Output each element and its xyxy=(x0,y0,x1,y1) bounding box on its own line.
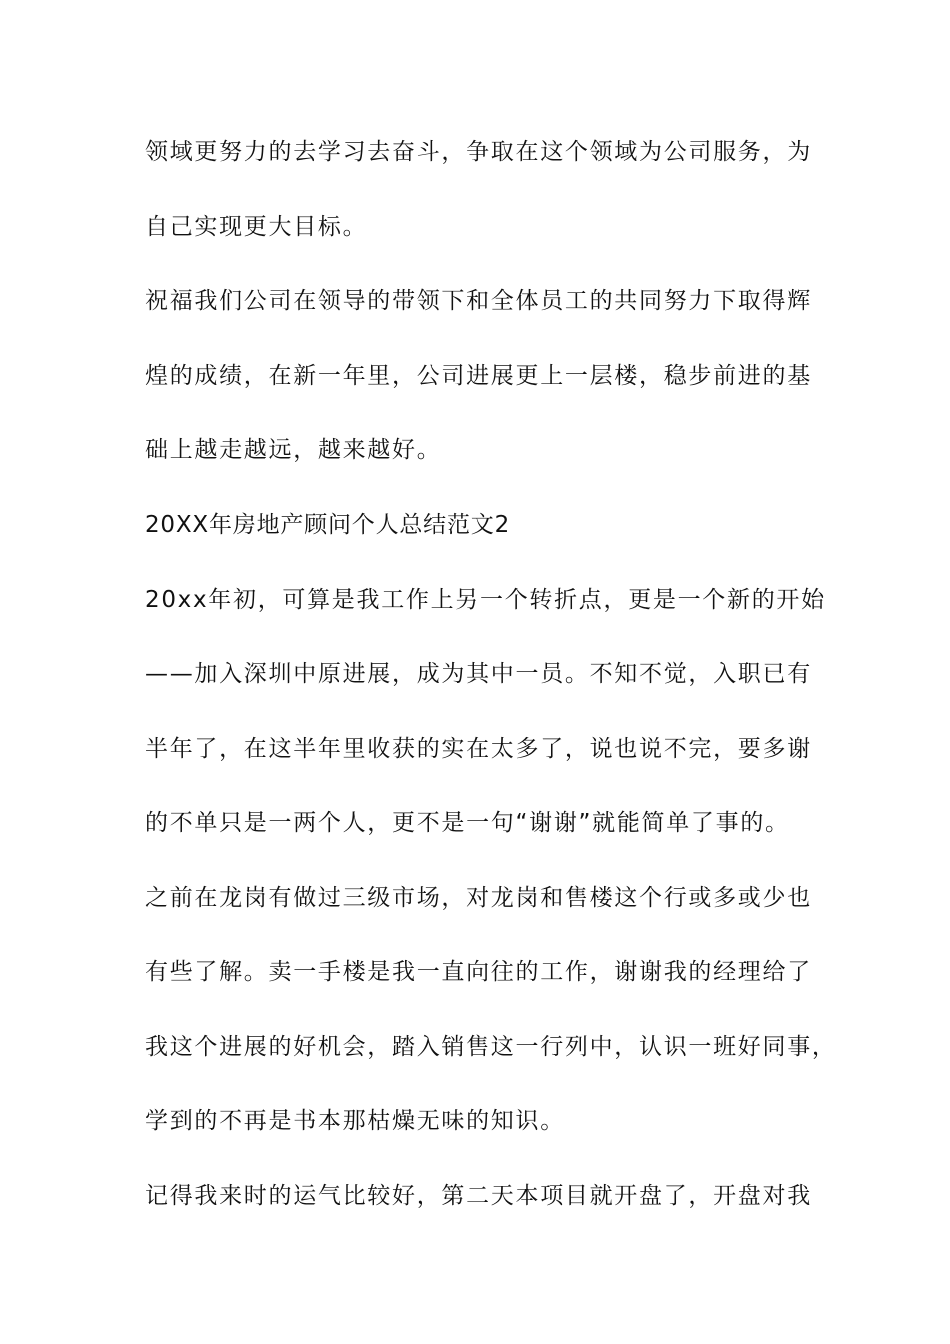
body-text-line: 祝福我们公司在领导的带领下和全体员工的共同努力下取得辉 xyxy=(145,288,812,314)
body-text-line: 记得我来时的运气比较好，第二天本项目就开盘了，开盘对我 xyxy=(145,1183,812,1209)
body-text-line: ——加入深圳中原进展，成为其中一员。不知不觉，入职已有 xyxy=(145,661,812,687)
body-text-line: 半年了，在这半年里收获的实在太多了，说也说不完，要多谢 xyxy=(145,736,812,762)
body-text-line: 础上越走越远，越来越好。 xyxy=(145,437,442,463)
body-text-line: 之前在龙岗有做过三级市场，对龙岗和售楼这个行或多或少也 xyxy=(145,885,812,911)
section-heading: 20XX年房地产顾问个人总结范文2 xyxy=(145,512,511,538)
body-text-line: 自己实现更大目标。 xyxy=(145,214,368,240)
body-text-line: 领域更努力的去学习去奋斗，争取在这个领域为公司服务，为 xyxy=(145,139,812,165)
body-text-line: 我这个进展的好机会，踏入销售这一行列中，认识一班好同事， xyxy=(145,1034,837,1060)
body-text-line: 学到的不再是书本那枯燥无味的知识。 xyxy=(145,1108,565,1134)
body-text-line: 有些了解。卖一手楼是我一直向往的工作，谢谢我的经理给了 xyxy=(145,959,812,985)
body-text-line: 煌的成绩，在新一年里，公司进展更上一层楼，稳步前进的基 xyxy=(145,363,812,389)
body-text-line: 的不单只是一两个人，更不是一句“谢谢”就能简单了事的。 xyxy=(145,810,790,836)
body-text-line: 20xx年初，可算是我工作上另一个转折点，更是一个新的开始 xyxy=(145,587,826,613)
